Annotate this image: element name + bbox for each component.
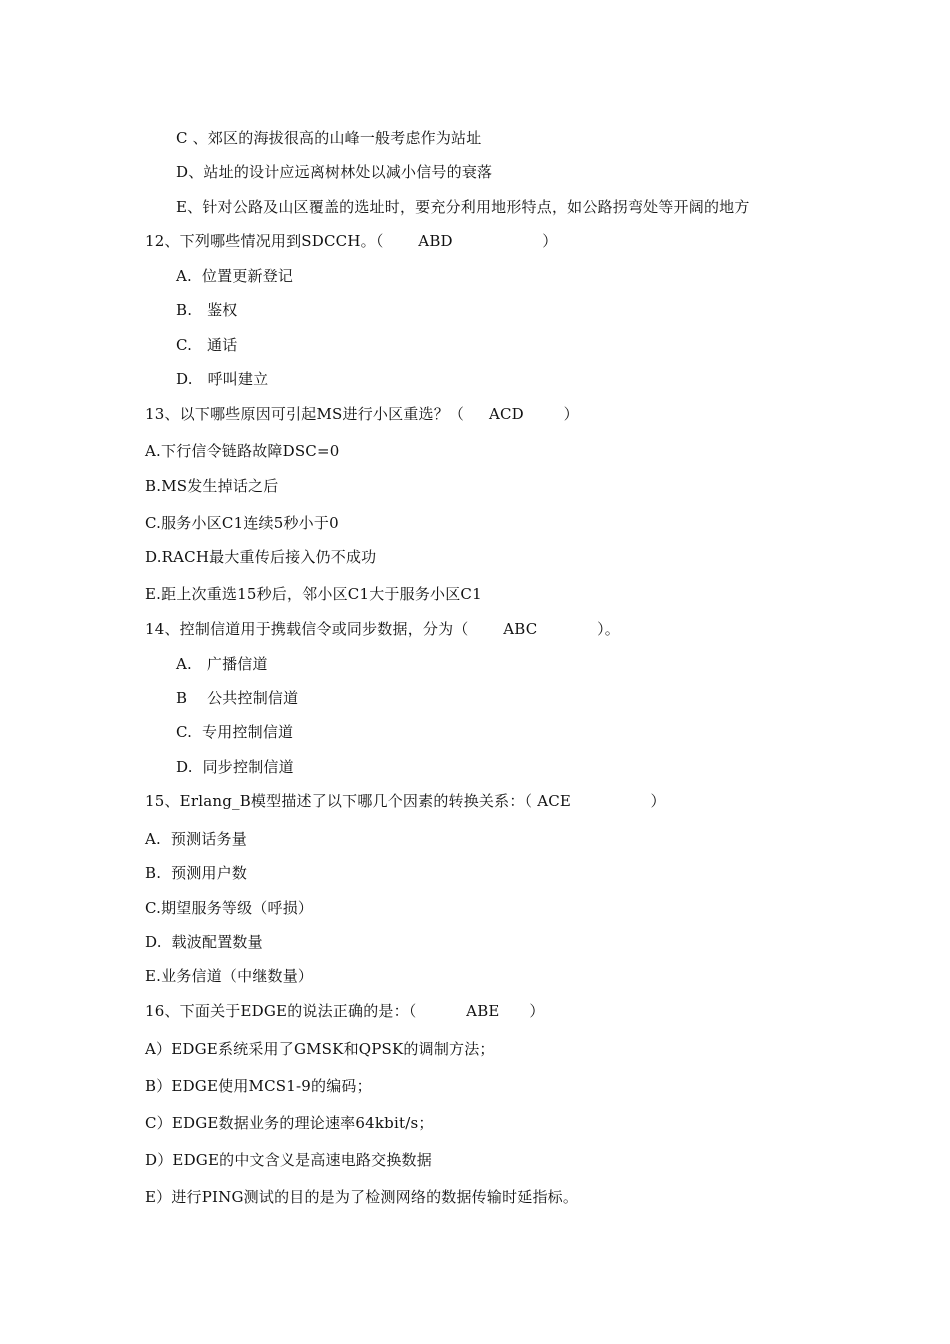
question-13-option-b: B.MS发生掉话之后 <box>145 477 279 495</box>
question-16-option-c: C）EDGE数据业务的理论速率64kbit/s； <box>145 1114 434 1132</box>
question-15-option-a: A. 预测话务量 <box>145 830 247 848</box>
question-13-option-e: E.距上次重选15秒后，邻小区C1大于服务小区C1 <box>145 585 482 603</box>
question-13-option-c: C.服务小区C1连续5秒小于0 <box>145 514 339 532</box>
question-15-option-e: E.业务信道（中继数量） <box>145 967 314 985</box>
option-e-line: E、针对公路及山区覆盖的选址时，要充分利用地形特点，如公路拐弯处等开阔的地方 <box>176 198 750 216</box>
question-12-option-a: A. 位置更新登记 <box>176 267 294 285</box>
question-16-option-b: B）EDGE使用MCS1-9的编码； <box>145 1077 372 1095</box>
question-15-option-d: D. 载波配置数量 <box>145 933 263 951</box>
question-16-option-d: D）EDGE的中文含义是高速电路交换数据 <box>145 1151 432 1169</box>
question-14-option-c: C. 专用控制信道 <box>176 723 294 741</box>
question-14-option-b: B 公共控制信道 <box>176 689 299 707</box>
question-15-option-c: C.期望服务等级（呼损） <box>145 899 314 917</box>
question-13-option-a: A.下行信令链路故障DSC=0 <box>145 442 340 460</box>
question-12-option-d: D. 呼叫建立 <box>176 370 269 388</box>
question-14: 14、控制信道用于携载信令或同步数据，分为（ ABC ）。 <box>145 620 620 638</box>
question-15: 15、Erlang_B模型描述了以下哪几个因素的转换关系：（ ACE ） <box>145 792 666 810</box>
question-16: 16、下面关于EDGE的说法正确的是：（ ABE ） <box>145 1002 545 1020</box>
question-12-option-b: B. 鉴权 <box>176 301 238 319</box>
option-c-line: C 、郊区的海拔很高的山峰一般考虑作为站址 <box>176 129 482 147</box>
question-13: 13、以下哪些原因可引起MS进行小区重选？（ ACD ） <box>145 405 579 423</box>
question-13-option-d: D.RACH最大重传后接入仍不成功 <box>145 548 377 566</box>
question-15-option-b: B. 预测用户数 <box>145 864 248 882</box>
question-12: 12、下列哪些情况用到SDCCH。（ ABD ） <box>145 232 558 250</box>
option-d-line: D、站址的设计应远离树林处以减小信号的衰落 <box>176 163 493 181</box>
question-14-option-d: D. 同步控制信道 <box>176 758 294 776</box>
question-14-option-a: A. 广播信道 <box>176 655 268 673</box>
question-16-option-e: E）进行PING测试的目的是为了检测网络的数据传输时延指标。 <box>145 1188 579 1206</box>
question-16-option-a: A）EDGE系统采用了GMSK和QPSK的调制方法； <box>145 1040 495 1058</box>
question-12-option-c: C. 通话 <box>176 336 238 354</box>
